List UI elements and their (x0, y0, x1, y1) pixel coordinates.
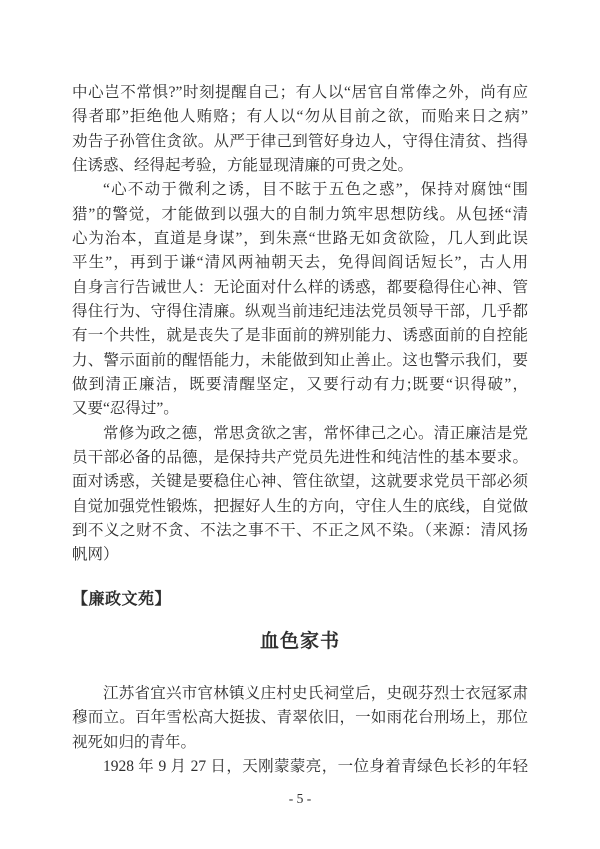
section-heading: 【廉政文苑】 (72, 590, 172, 608)
text-line: 自觉加强党性锻炼，把握好人生的方向，守住人生的底线，自觉做 (72, 497, 528, 515)
text-line: 有一个共性，就是丧失了是非面前的辨别能力、诱惑面前的自控能 (72, 327, 528, 345)
text-line: 中心岂不常惧?”时刻提醒自己；有人以“居官自常俸之外，尚有应 (72, 84, 528, 101)
text-line: “心不动于微利之诱，目不眩于五色之惑”，保持对腐蚀“围 (103, 181, 528, 199)
paragraph (72, 422, 528, 568)
body-text (72, 81, 528, 568)
article-text (72, 682, 528, 779)
text-line: 到不义之财不贪、不法之事不干、不正之风不染。（来源：清风扬 (72, 521, 528, 539)
text-line: 力、警示面前的醒悟能力，未能做到知止善止。这也警示我们，要 (72, 351, 528, 369)
paragraph (72, 81, 528, 178)
text-line: 心为治本，直道是身谋”，到朱熹“世路无如贪欲险，几人到此误 (72, 229, 528, 247)
text-line: 1928 年 9 月 27 日，天刚蒙蒙亮，一位身着青绿色长衫的年轻 (103, 757, 528, 775)
paragraph (72, 682, 528, 755)
text-line: 帆网） (72, 546, 119, 564)
text-line: 穆而立。百年雪松高大挺拔、青翠依旧，一如雨花台刑场上，那位 (72, 709, 528, 727)
text-line: 猎”的警觉，才能做到以强大的自制力筑牢思想防线。从包拯“清 (72, 205, 528, 223)
paragraph (72, 755, 528, 779)
text-line: 得者耶”拒绝他人贿赂；有人以“勿从目前之欲，而贻来日之病” (72, 108, 528, 126)
text-line: 面对诱惑，关键是要稳住心神、管住欲望，这就要求党员干部必须 (72, 473, 528, 491)
text-line: 又要“忍得过”。 (72, 400, 179, 418)
paragraph (72, 178, 528, 421)
text-line: 江苏省宜兴市官林镇义庄村史氏祠堂后，史砚芬烈士衣冠冢肃 (103, 684, 528, 702)
page-number: - 5 - (288, 791, 312, 806)
text-line: 得住行为、守得住清廉。纵观当前违纪违法党员领导干部，几乎都 (72, 302, 528, 320)
text-line: 做到清正廉洁，既要清醒坚定，又要行动有力;既要“识得破”， (72, 375, 528, 393)
text-line: 员干部必备的品德，是保持共产党员先进性和纯洁性的基本要求。 (72, 448, 528, 466)
text-line: 常修为政之德，常思贪欲之害，常怀律己之心。清正廉洁是党 (103, 424, 528, 442)
article-title: 血色家书 (259, 630, 340, 652)
text-line: 劝告子孙管住贪欲。从严于律己到管好身边人，守得住清贫、挡得 (72, 132, 528, 150)
text-line: 住诱惑、经得起考验，方能显现清廉的可贵之处。 (72, 156, 414, 174)
page-content (72, 81, 528, 779)
text-line: 平生”，再到于谦“清风两袖朝天去，免得闾阎话短长”，古人用 (72, 254, 528, 272)
text-line: 视死如归的青年。 (72, 733, 197, 751)
text-line: 自身言行告诫世人：无论面对什么样的诱惑，都要稳得住心神、管 (72, 278, 528, 296)
